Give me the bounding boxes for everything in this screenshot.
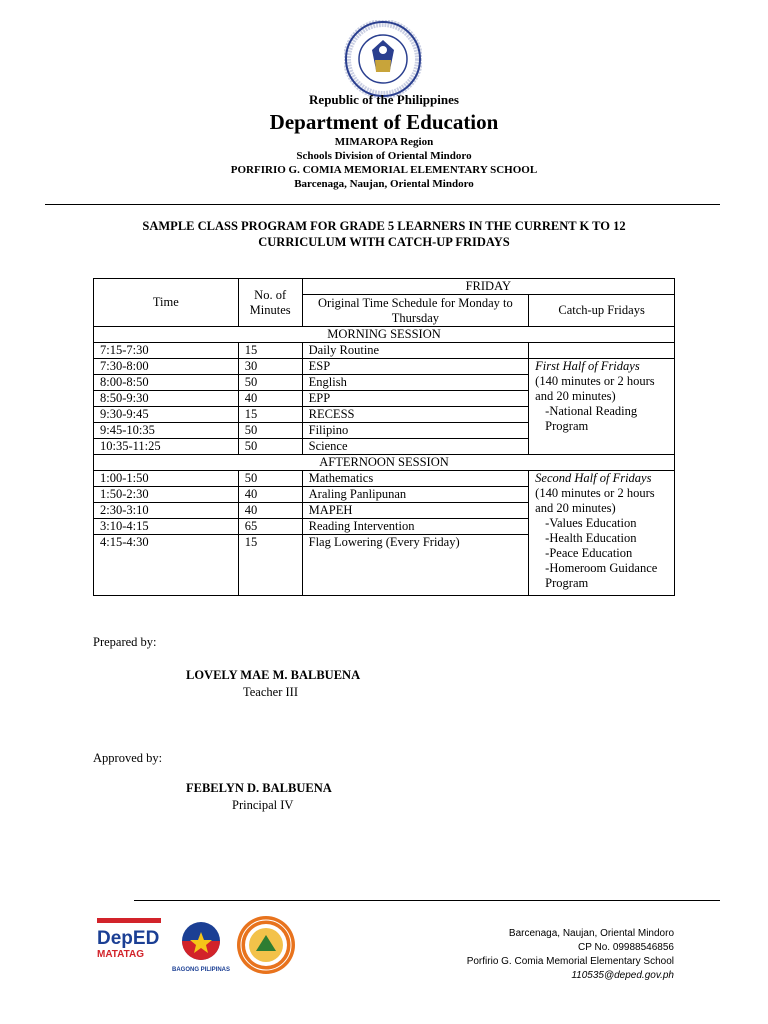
afternoon-note-rest: (140 minutes or 2 hours and 20 minutes) — [535, 486, 655, 515]
footer-email[interactable]: 110535@deped.gov.ph — [571, 970, 674, 981]
morning-note-rest: (140 minutes or 2 hours and 20 minutes) — [535, 374, 655, 403]
morning-note-item: -National Reading Program — [545, 404, 638, 433]
deped-wordmark: DepED — [97, 928, 160, 949]
minutes-cell: 15 — [238, 407, 302, 423]
afternoon-catchup-note — [529, 471, 675, 596]
header-divider — [45, 204, 720, 205]
minutes-cell: 15 — [238, 343, 302, 359]
division-line: Schools Division of Oriental Mindoro — [296, 150, 472, 162]
time-cell: 9:30-9:45 — [94, 407, 239, 423]
header-catchup-fridays: Catch-up Fridays — [529, 295, 675, 327]
table-header-row — [94, 279, 675, 295]
subject-cell: Science — [302, 439, 529, 455]
time-cell: 7:30-8:00 — [94, 359, 239, 375]
subject-cell: Filipino — [302, 423, 529, 439]
title-line-1: SAMPLE CLASS PROGRAM FOR GRADE 5 LEARNERS IN THE CURRENT K TO 12 — [142, 219, 626, 233]
header-time: Time — [94, 279, 239, 327]
department-heading: Department of Education — [269, 110, 499, 134]
logo-stripe — [97, 918, 161, 923]
footer-address: Barcenaga, Naujan, Oriental Mindoro — [508, 928, 674, 939]
morning-note-italic: First Half of Fridays — [535, 359, 640, 373]
minutes-cell: 30 — [238, 359, 302, 375]
time-cell: 2:30-3:10 — [94, 503, 239, 519]
table-row — [94, 343, 675, 359]
subject-cell: Daily Routine — [302, 343, 529, 359]
prepared-by-label: Prepared by: — [93, 635, 157, 649]
approved-by-name: FEBELYN D. BALBUENA — [186, 781, 332, 795]
time-cell: 7:15-7:30 — [94, 343, 239, 359]
subject-cell: EPP — [302, 391, 529, 407]
time-cell: 1:50-2:30 — [94, 487, 239, 503]
catchup-empty-cell — [529, 343, 675, 359]
title-line-2: CURRICULUM WITH CATCH-UP FRIDAYS — [258, 235, 510, 249]
minutes-cell: 50 — [238, 471, 302, 487]
minutes-cell: 40 — [238, 487, 302, 503]
minutes-cell: 15 — [238, 535, 302, 596]
minutes-cell: 40 — [238, 503, 302, 519]
morning-session-label: MORNING SESSION — [94, 327, 675, 343]
subject-cell: ESP — [302, 359, 529, 375]
afternoon-note-item: -Health Education — [545, 531, 637, 545]
approved-by-label: Approved by: — [93, 751, 163, 765]
subject-cell: MAPEH — [302, 503, 529, 519]
subject-cell: Flag Lowering (Every Friday) — [302, 535, 529, 596]
matatag-wordmark: MATATAG — [97, 949, 145, 960]
deped-matatag-logo — [97, 918, 161, 974]
school-seal-logo — [236, 915, 296, 975]
time-cell: 8:50-9:30 — [94, 391, 239, 407]
time-cell: 8:00-8:50 — [94, 375, 239, 391]
class-program-table — [93, 278, 675, 596]
document-title — [0, 218, 768, 250]
afternoon-note-item: -Values Education — [545, 516, 637, 530]
footer-school: Porfirio G. Comia Memorial Elementary School — [466, 956, 674, 967]
time-cell: 10:35-11:25 — [94, 439, 239, 455]
bagong-pilipinas-logo — [170, 920, 232, 972]
approved-by-position: Principal IV — [232, 798, 294, 812]
subject-cell: English — [302, 375, 529, 391]
prepared-by-position: Teacher III — [243, 685, 298, 699]
deped-seal — [344, 20, 422, 98]
minutes-cell: 50 — [238, 439, 302, 455]
bagong-pilipinas-emblem — [170, 920, 232, 962]
subject-cell: Reading Intervention — [302, 519, 529, 535]
minutes-cell: 65 — [238, 519, 302, 535]
minutes-cell: 50 — [238, 423, 302, 439]
footer-contact — [467, 927, 674, 983]
afternoon-note-italic: Second Half of Fridays — [535, 471, 652, 485]
subject-cell: Araling Panlipunan — [302, 487, 529, 503]
table-row — [94, 471, 675, 487]
morning-session-row — [94, 327, 675, 343]
afternoon-session-row — [94, 455, 675, 471]
afternoon-note-item: -Peace Education — [545, 546, 633, 560]
time-cell: 1:00-1:50 — [94, 471, 239, 487]
republic-heading: Republic of the Philippines — [309, 92, 459, 107]
header-original-schedule: Original Time Schedule for Monday to Thursday — [302, 295, 529, 327]
morning-catchup-note — [529, 359, 675, 455]
table-row — [94, 359, 675, 375]
header-friday: FRIDAY — [302, 279, 674, 295]
region-line: MIMAROPA Region — [334, 136, 434, 148]
afternoon-session-label: AFTERNOON SESSION — [94, 455, 675, 471]
time-cell: 9:45-10:35 — [94, 423, 239, 439]
subject-cell: Mathematics — [302, 471, 529, 487]
header-minutes: No. of Minutes — [238, 279, 302, 327]
school-info — [0, 135, 768, 191]
prepared-by-name: LOVELY MAE M. BALBUENA — [186, 668, 361, 682]
bagong-pilipinas-text: BAGONG PILIPINAS — [171, 967, 230, 973]
footer-divider — [134, 900, 720, 901]
subject-cell: RECESS — [302, 407, 529, 423]
time-cell: 4:15-4:30 — [94, 535, 239, 596]
minutes-cell: 40 — [238, 391, 302, 407]
time-cell: 3:10-4:15 — [94, 519, 239, 535]
minutes-cell: 50 — [238, 375, 302, 391]
afternoon-note-item: -Homeroom Guidance Program — [545, 561, 658, 590]
footer-phone: CP No. 09988546856 — [577, 942, 674, 953]
school-line: PORFIRIO G. COMIA MEMORIAL ELEMENTARY SCHOOL — [230, 164, 538, 176]
address-line: Barcenaga, Naujan, Oriental Mindoro — [294, 178, 474, 190]
